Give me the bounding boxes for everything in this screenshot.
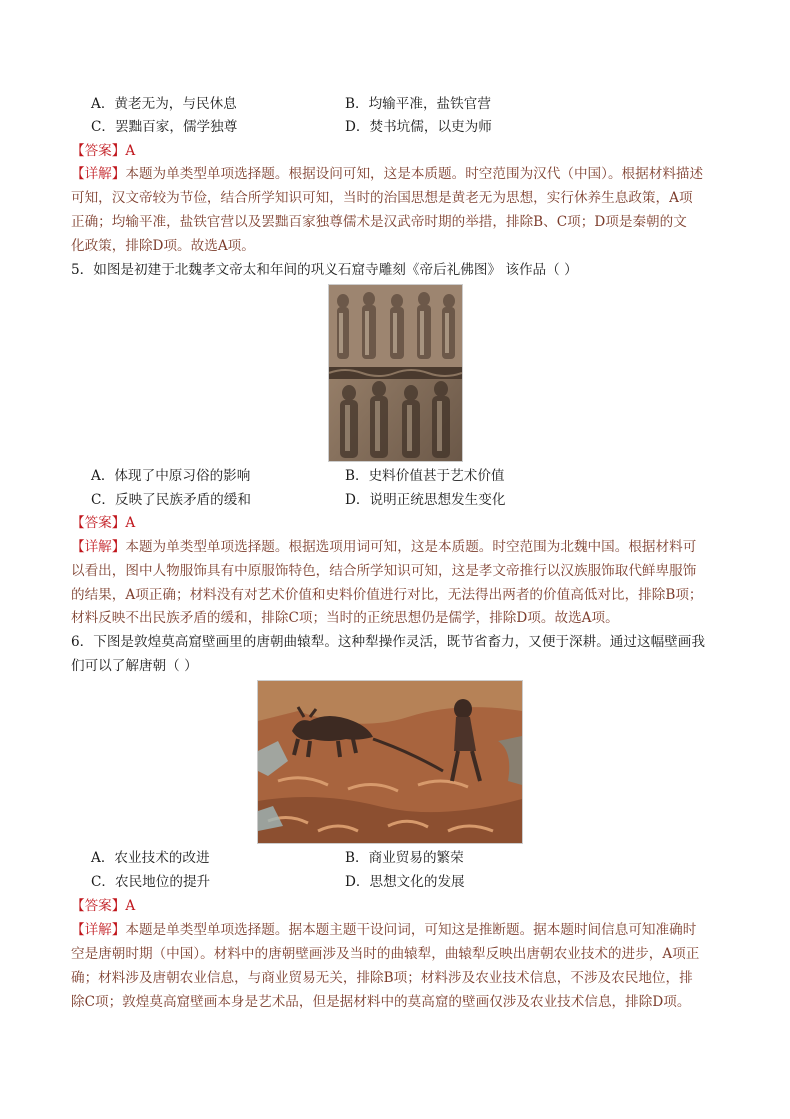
explain-tag: 【详解】 (71, 539, 126, 555)
q4-answer (71, 140, 135, 162)
q4-explain-line: 正确；均输平准，盐铁官营以及罢黜百家独尊儒术是汉武帝时期的举措，排除B、C项；D项是秦朝的文 (71, 214, 687, 230)
q4-explain-line: 【详解】本题为单类型单项选择题。根据设问可知，这是本质题。时空范围为汉代（中国）。根据材料描述 (71, 166, 704, 182)
q6-stem-line: 们可以了解唐朝（ ） (71, 658, 198, 674)
answer-value: A (125, 143, 136, 159)
q6-option-c: C．农民地位的提升 (91, 874, 211, 890)
relief-sculpture-icon (329, 285, 462, 461)
explain-tag: 【详解】 (71, 922, 126, 938)
answer-tag: 【答案】 (71, 898, 126, 914)
q5-option-a: A．体现了中原习俗的影响 (91, 468, 251, 484)
q6-option-a: A．农业技术的改进 (91, 850, 210, 866)
q6-answer (71, 895, 135, 917)
q4-option-a: A．黄老无为，与民休息 (91, 96, 237, 112)
relief-sculpture-image (328, 284, 463, 462)
answer-tag: 【答案】 (71, 515, 126, 531)
q6-stem-line: 6．下图是敦煌莫高窟壁画里的唐朝曲辕犁。这种犁操作灵活，既节省畜力，又便于深耕。通过这幅壁画我 (71, 634, 705, 650)
q5-answer (71, 512, 135, 534)
explain-tag: 【详解】 (71, 166, 126, 182)
q6-explain-line: 除C项；敦煌莫高窟壁画本身是艺术品，但是据材料中的莫高窟的壁画仅涉及农业技术信息，排除D项。 (71, 994, 691, 1010)
q5-explain-line: 材料反映不出民族矛盾的缓和，排除C项；当时的正统思想仍是儒学，排除D项。故选A项。 (71, 610, 619, 626)
q5-stem: 5．如图是初建于北魏孝文帝太和年间的巩义石窟寺雕刻《帝后礼佛图》 该作品（ ） (71, 262, 578, 278)
q5-explain-line: 的结果，A项正确；材料没有对艺术价值和史料价值进行对比，无法得出两者的价值高低对比，排除B项； (71, 587, 703, 603)
q6-explain-line: 空是唐朝时期（中国）。材料中的唐朝壁画涉及当时的曲辕犁，曲辕犁反映出唐朝农业技术的进步，A项正 (71, 946, 700, 962)
q4-option-d: D．焚书坑儒，以吏为师 (345, 119, 492, 135)
answer-tag: 【答案】 (71, 143, 126, 159)
q5-option-b: B．史料价值甚于艺术价值 (345, 468, 505, 484)
q5-explain-line: 以看出，图中人物服饰具有中原服饰特色，结合所学知识可知，这是孝文帝推行以汉族服饰取代鲜卑服饰 (71, 563, 697, 579)
q5-option-d: D．说明正统思想发生变化 (345, 492, 506, 508)
q4-option-c: C．罢黜百家，儒学独尊 (91, 119, 238, 135)
mural-plough-image (257, 680, 523, 844)
answer-value: A (125, 515, 136, 531)
answer-value: A (125, 898, 136, 914)
q4-option-b: B．均输平准，盐铁官营 (345, 96, 491, 112)
q5-explain-line: 【详解】本题为单类型单项选择题。根据选项用词可知，这是本质题。时空范围为北魏中国。根据材料可 (71, 539, 697, 555)
q4-explain-line: 可知，汉文帝较为节俭，结合所学知识可知，当时的治国思想是黄老无为思想，实行休养生息政策，A项 (71, 190, 693, 206)
q6-explain-line: 确；材料涉及唐朝农业信息，与商业贸易无关，排除B项；材料涉及农业技术信息，不涉及农民地位，排 (71, 970, 693, 986)
q6-option-d: D．思想文化的发展 (345, 874, 465, 890)
q6-explain-line: 【详解】本题是单类型单项选择题。据本题主题干设问词，可知这是推断题。据本题时间信息可知准确时 (71, 922, 697, 938)
q6-option-b: B．商业贸易的繁荣 (345, 850, 464, 866)
q5-option-c: C．反映了民族矛盾的缓和 (91, 492, 251, 508)
mural-plough-icon (258, 681, 522, 843)
q4-explain-line: 化政策，排除D项。故选A项。 (71, 238, 255, 254)
